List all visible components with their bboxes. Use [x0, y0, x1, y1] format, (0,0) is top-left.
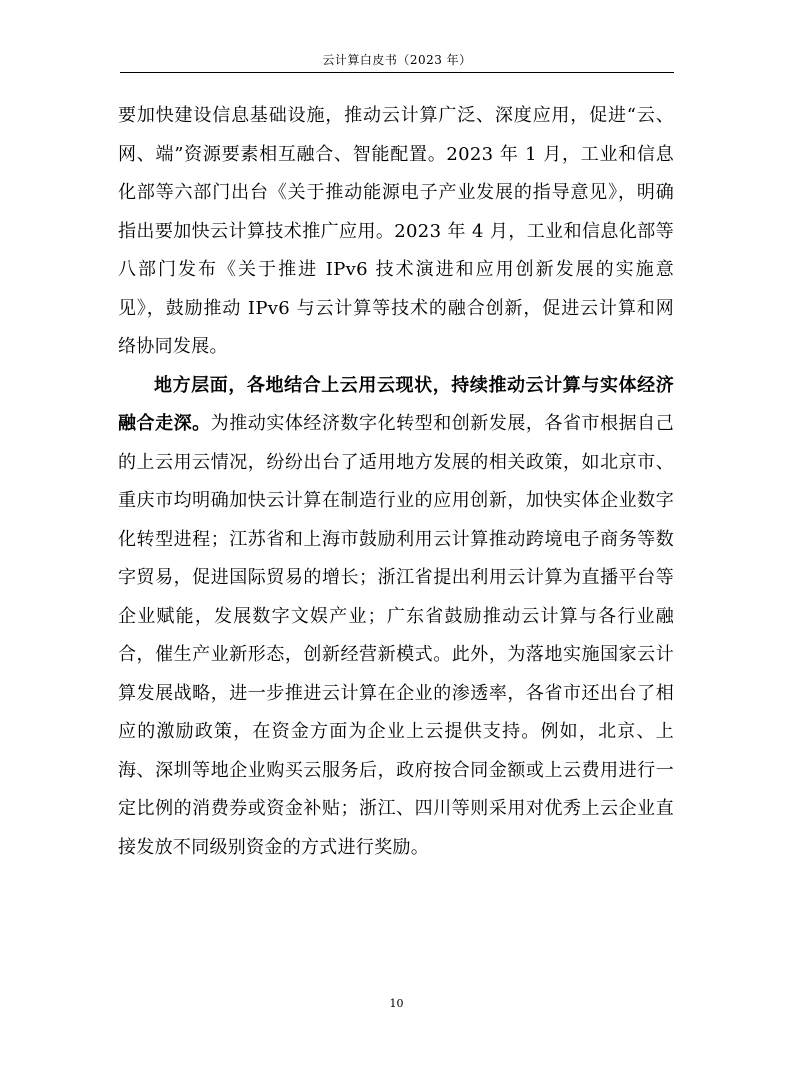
paragraph-national-policy: 要加快建设信息基础设施，推动云计算广泛、深度应用，促进“云、网、端”资源要素相互融合、智能配置。2023 年 1 月，工业和信息化部等六部门出台《关于推动能源电子产业发展的指导意见》，明确指出要加快云计算技术推广应用。2023 年 4 月，工业和信息化部等八部门发布《关于推进 IPv6 技术演进和应用创新发展的实施意见》，鼓励推动 IPv6 与云计算等技术的融合创新，促进云计算和网络协同发展。 [118, 105, 674, 357]
running-header: 云计算白皮书（2023 年） [322, 53, 472, 67]
document-body [118, 97, 674, 867]
page-number: 10 [389, 997, 404, 1010]
paragraph-local-policy [118, 367, 674, 868]
paragraph-lead-sentence: 地方层面，各地结合上云用云现状，持续推动云计算与实体经济融合走深。 [118, 374, 674, 434]
paragraph-body-text: 为推动实体经济数字化转型和创新发展，各省市根据自己的上云用云情况，纷纷出台了适用地方发展的相关政策，如北京市、重庆市均明确加快云计算在制造行业的应用创新，加快实体企业数字化转型进程；江苏省和上海市鼓励利用云计算推动跨境电子商务等数字贸易，促进国际贸易的增长；浙江省提出利用云计算为直播平台等企业赋能，发展数字文娱产业；广东省鼓励推动云计算与各行业融合，催生产业新形态，创新经营新模式。此外，为落地实施国家云计算发展战略，进一步推进云计算在企业的渗透率，各省市还出台了相应的激励政策，在资金方面为企业上云提供支持。例如，北京、上海、深圳等地企业购买云服务后，政府按合同金额或上云费用进行一定比例的消费券或资金补贴；浙江、四川等则采用对优秀上云企业直接发放不同级别资金的方式进行奖励。 [118, 413, 675, 858]
header-divider [120, 72, 674, 73]
